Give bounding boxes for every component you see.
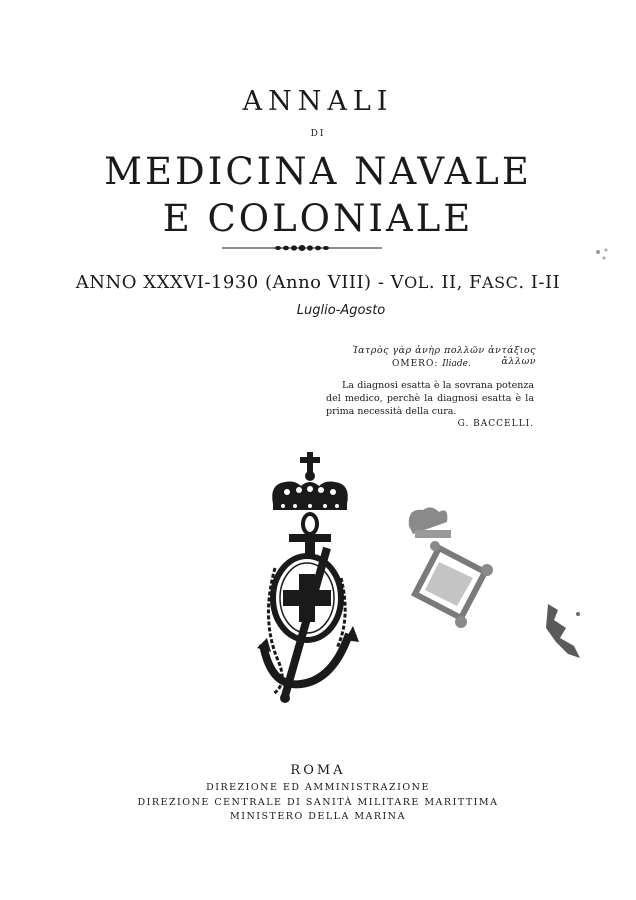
italian-epigraph: La diagnosi esatta è la sovrana potenza del medico, perchè la diagnosi esatta è la prima necessità della cura. — [326, 380, 534, 417]
issue-year: ANNO XXXVI-1930 — [75, 272, 259, 293]
naval-medical-emblem-icon — [255, 448, 365, 708]
journal-title-first: ANNALI — [242, 86, 394, 117]
italian-epigraph-author: G. BACCELLI. — [457, 419, 534, 429]
issue-era: (Anno VIII) — [264, 272, 372, 293]
greek-epigraph: Ἰατρὸς γὰρ ἀνὴρ πολλῶν ἀντάξιος ἄλλων — [352, 345, 536, 367]
issue-period: Luglio-Agosto — [296, 303, 386, 318]
issue-separator: - — [377, 272, 385, 293]
bleed-through-emblem — [395, 500, 505, 630]
journal-title-line2: E COLONIALE — [162, 197, 474, 240]
publisher-line-3: MINISTERO DELLA MARINA — [229, 811, 406, 822]
fascicle-prefix: F — [469, 272, 483, 293]
fascicle-rest: ASC — [482, 273, 519, 292]
publisher-line-2: DIREZIONE CENTRALE DI SANITÀ MILITARE MARITTIMA — [137, 797, 499, 808]
paper-speck — [590, 240, 620, 270]
volume-number: II, — [441, 272, 463, 293]
volume-prefix: V — [390, 272, 405, 293]
volume-label: VOL. — [390, 272, 436, 293]
fascicle-label: FASC. — [469, 272, 525, 293]
greek-epigraph-author: OMERO: — [392, 359, 439, 369]
publisher-line-1: DIREZIONE ED AMMINISTRAZIONE — [206, 782, 430, 793]
journal-title-line1: MEDICINA NAVALE — [104, 150, 532, 193]
issue-line — [0, 272, 636, 293]
volume-rest: OL — [404, 273, 429, 292]
greek-epigraph-work: Iliade. — [442, 359, 471, 369]
publication-city: ROMA — [290, 763, 346, 778]
ink-stain — [540, 598, 588, 660]
greek-epigraph-source — [392, 359, 532, 369]
fascicle-number: I-II — [530, 272, 561, 293]
ornamental-rule — [222, 242, 382, 254]
journal-title-connector: DI — [310, 129, 326, 139]
